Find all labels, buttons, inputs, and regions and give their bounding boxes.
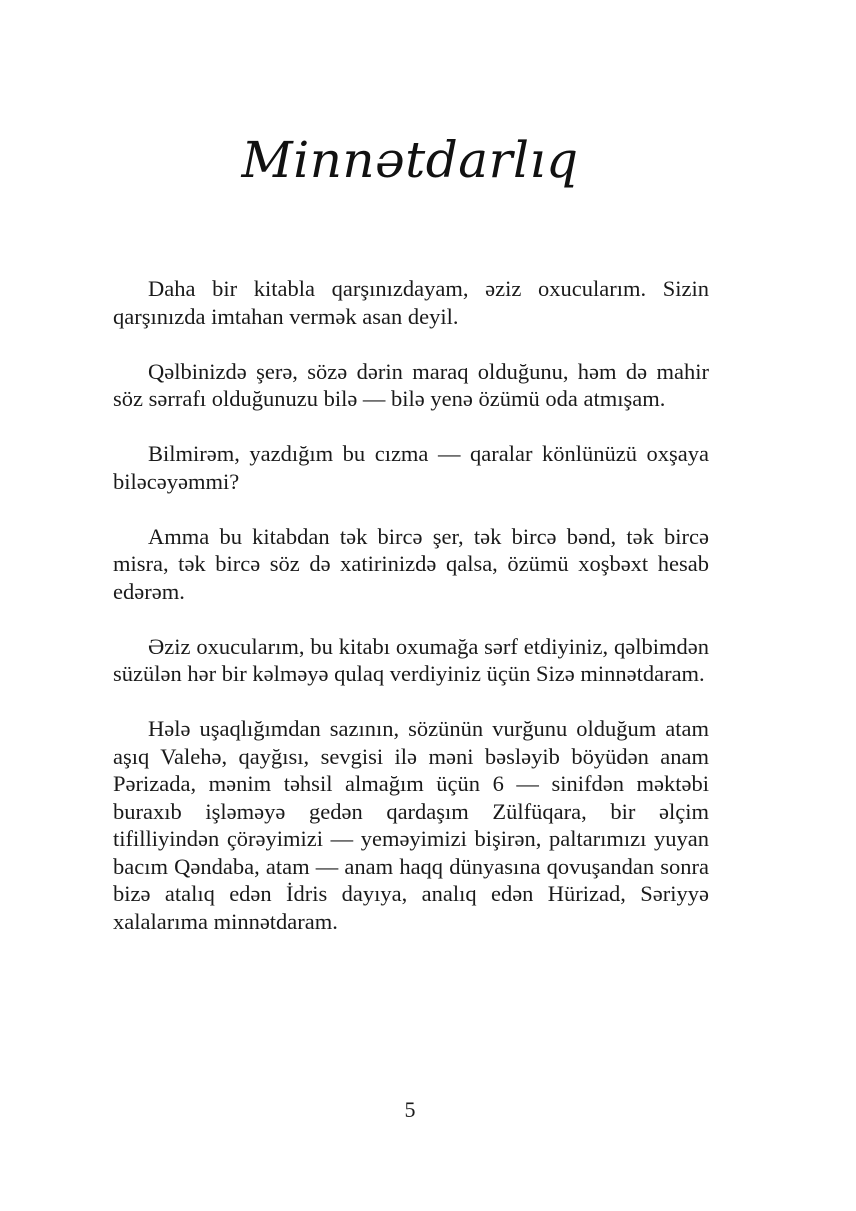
paragraph: Bilmirəm, yazdığım bu cızma — qaralar könlünüzü oxşaya biləcəyəmmi? bbox=[113, 441, 709, 494]
paragraph: Amma bu kitabdan tək bircə şer, tək bircə bənd, tək bircə misra, tək bircə söz də xatirinizdə qalsa, özümü xoşbəxt hesab edərəm. bbox=[113, 523, 709, 604]
paragraph: Daha bir kitabla qarşınızdayam, əziz oxucularım. Sizin qarşınızda imtahan vermək asan deyil. bbox=[113, 276, 709, 329]
page-number: 5 bbox=[404, 1097, 416, 1122]
page-title: Minnətdarlıq bbox=[241, 131, 579, 189]
body-text bbox=[113, 275, 709, 963]
paragraph: Qəlbinizdə şerə, sözə dərin maraq olduğunu, həm də mahir söz sərrafı olduğunuzu bilə — bilə yenə özümü oda atmışam. bbox=[113, 358, 709, 411]
paragraph: Əziz oxucularım, bu kitabı oxumağa sərf etdiyiniz, qəlbimdən süzülən hər bir kəlməyə qulaq verdiyiniz üçün Sizə minnətdaram. bbox=[113, 633, 709, 686]
paragraph: Hələ uşaqlığımdan sazının, sözünün vurğunu olduğum atam aşıq Valehə, qayğısı, sevgisi ilə məni bəsləyib böyüdən anam Pərizada, mənim təhsil almağım üçün 6 — sinifdən məktəbi buraxıb işləməyə gedən qardaşım Zülfüqara, bir əlçim tifilliyindən çörəyimizi — yeməyimizi bişirən, paltarımızı yuyan bacım Qəndaba, atam — anam haqq dünyasına qovuşandan sonra bizə atalıq edən İdris dayıya, analıq edən Hürizad, Səriyyə xalalarıma minnətdaram. bbox=[113, 716, 709, 934]
